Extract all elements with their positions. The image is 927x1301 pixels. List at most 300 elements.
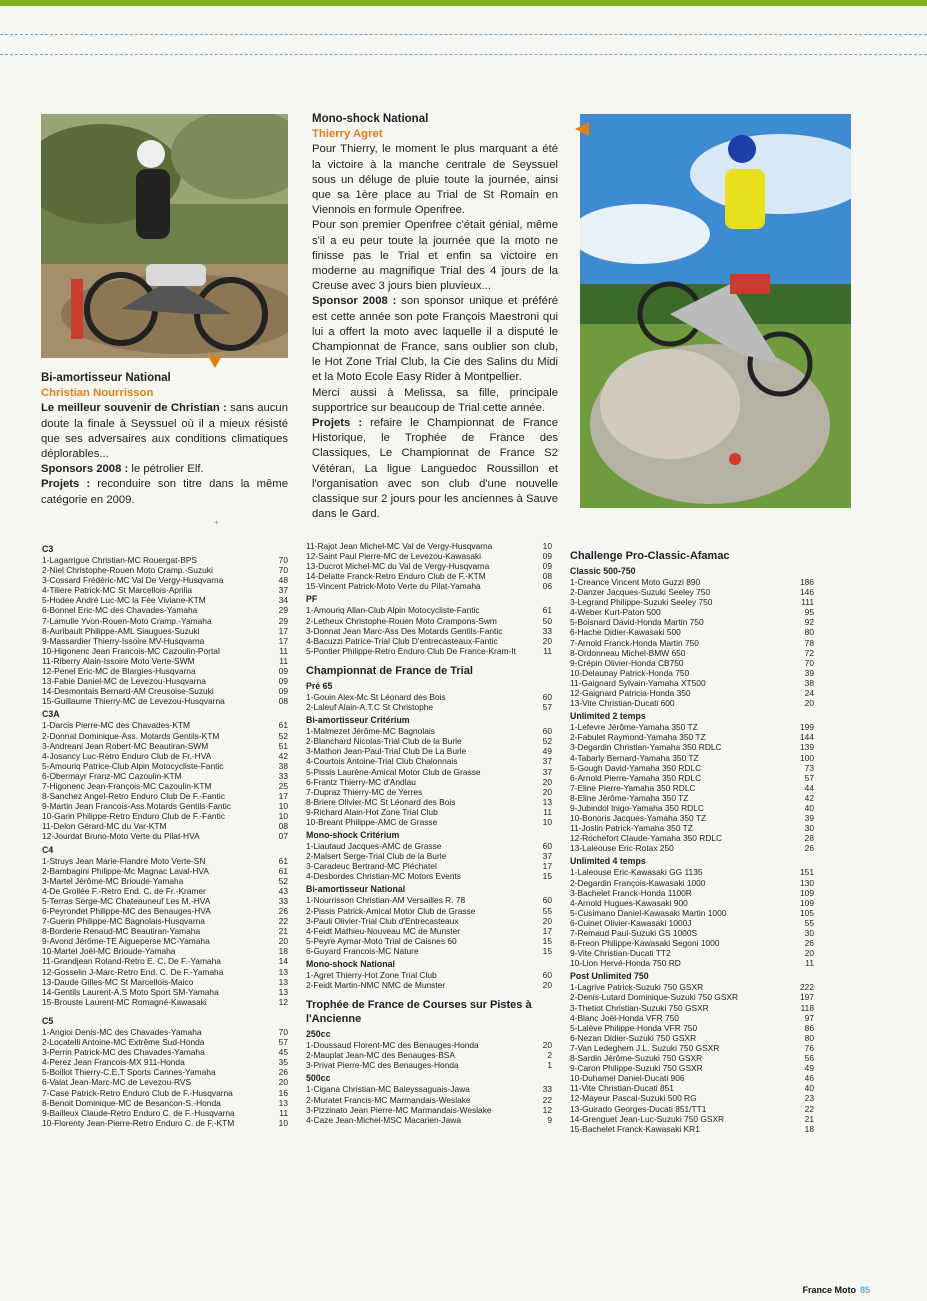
points-value: 97 — [804, 1012, 814, 1023]
championship-heading: Challenge Pro-Classic-Afamac — [570, 550, 730, 562]
result-row — [570, 617, 814, 627]
result-row — [306, 970, 552, 980]
rider-entry: 6-Valat Jean-Marc-MC de Levezou-RVS — [42, 1077, 192, 1088]
result-row — [42, 585, 288, 595]
points-value: 70 — [278, 555, 288, 565]
result-row — [306, 1050, 552, 1060]
rider-entry: 9-Crépin Olivier-Honda CB750 — [570, 657, 684, 668]
points-value: 95 — [804, 607, 814, 618]
result-row — [306, 936, 552, 946]
photo-christian-nourrisson — [41, 114, 288, 358]
result-row — [306, 817, 552, 827]
rider-entry: 1-Gouin Alex-Mc St Léonard des Bois — [306, 691, 446, 702]
result-row — [570, 908, 814, 918]
article-rider-name: Thierry Agret — [312, 128, 383, 141]
result-row — [306, 777, 552, 787]
photo-thierry-agret — [580, 114, 851, 508]
rider-entry: 1-Lagarrigue Christian-MC Rouergat-BPS — [42, 555, 198, 565]
result-row — [306, 726, 552, 736]
result-row — [42, 1027, 288, 1037]
result-row — [306, 541, 552, 551]
rider-entry: 9-Jubindol Inigo-Yamaha 350 RDLC — [570, 802, 704, 813]
article-rider-name: Christian Nourrisson — [41, 387, 154, 400]
rider-entry: 3-Pizzinato Jean Pierre-MC Marmandais-Weslake — [306, 1104, 492, 1115]
rider-entry: 6-Frantz Thierry-MC d'Andlau — [306, 776, 416, 787]
result-row — [306, 756, 552, 766]
points-value: 70 — [278, 1026, 288, 1037]
points-value: 55 — [804, 917, 814, 928]
points-value: 10 — [542, 816, 552, 827]
points-value: 17 — [278, 635, 288, 646]
rider-entry: 15-Guillaume Thierry-MC de Levezou-Husqvarna — [42, 696, 225, 707]
top-color-bar — [0, 0, 927, 6]
points-value: 45 — [278, 1047, 288, 1058]
points-value: 49 — [542, 746, 552, 757]
result-row — [42, 676, 288, 686]
points-value: 42 — [278, 750, 288, 761]
photo-pointer-1 — [208, 356, 222, 368]
result-row — [42, 555, 288, 565]
points-value: 37 — [542, 766, 552, 777]
result-row — [570, 1073, 814, 1083]
points-value: 52 — [278, 730, 288, 741]
result-row — [306, 841, 552, 851]
points-value: 40 — [804, 1083, 814, 1094]
rider-entry: 2-Fabulet Raymond-Yamaha 350 TZ — [570, 732, 706, 743]
points-value: 38 — [278, 760, 288, 771]
rider-entry: 8-Eline Jérôme-Yamaha 350 TZ — [570, 792, 689, 803]
rider-entry: 9-Vite Christian-Ducati TT2 — [570, 948, 671, 959]
result-row — [306, 895, 552, 905]
result-row — [42, 866, 288, 876]
category-heading: C3A — [42, 709, 60, 720]
crop-mark: + — [214, 518, 219, 527]
result-row — [42, 811, 288, 821]
paragraph-text: le pétrolier Elf. — [128, 463, 204, 476]
points-value: 20 — [542, 980, 552, 991]
result-row — [570, 763, 814, 773]
result-row — [42, 791, 288, 801]
result-row — [306, 906, 552, 916]
points-value: 144 — [800, 732, 814, 743]
results-column-2 — [306, 541, 552, 1125]
category-heading: C4 — [42, 844, 54, 855]
result-row — [570, 1104, 814, 1114]
result-row — [306, 926, 552, 936]
rider-entry: 12-Gosselin J-Marc-Retro End. C. De F.-Yamaha — [42, 966, 224, 977]
result-row — [570, 888, 814, 898]
result-row — [570, 1033, 814, 1043]
championship-heading: Championnat de France de Trial — [306, 664, 473, 677]
points-value: 37 — [278, 585, 288, 596]
rider-entry: 2-Letheux Christophe-Rouen Moto Crampons-Swm — [306, 615, 497, 626]
result-row — [570, 928, 814, 938]
result-row — [42, 616, 288, 626]
points-value: 61 — [278, 720, 288, 731]
result-row — [42, 605, 288, 615]
points-value: 26 — [804, 843, 814, 854]
points-value: 130 — [800, 877, 814, 888]
rider-entry: 14-Gentils Laurent-A.S Moto Sport SM-Yamaha — [42, 986, 219, 997]
rider-entry: 5-Amouriq Patrice-Club Alpin Motocycliste-Fantic — [42, 760, 224, 771]
category-heading: 250cc — [306, 1029, 331, 1040]
rider-entry: 7-Lamulle Yvon-Rouen-Moto Cramp.-Yamaha — [42, 615, 212, 626]
rider-entry: 7-Arnold Franck-Honda Martin 750 — [570, 637, 699, 648]
category-heading: Mono-shock Critérium — [306, 830, 400, 841]
rider-entry: 4-Josancy Luc-Retro Enduro Club de Fr.-HVA — [42, 750, 212, 761]
rider-entry: 3-Donnat Jean Marc-Ass Des Motards Gentils-Fantic — [306, 625, 503, 636]
result-row — [570, 1023, 814, 1033]
category-heading: Pré 65 — [306, 680, 333, 691]
result-row — [570, 958, 814, 968]
points-value: 37 — [542, 756, 552, 767]
result-row — [570, 898, 814, 908]
rider-entry: 3-Martel Jérôme-MC Brioude-Yamaha — [42, 875, 184, 886]
result-row — [570, 773, 814, 783]
points-value: 80 — [804, 1032, 814, 1043]
points-value: 13 — [278, 976, 288, 987]
result-row — [306, 626, 552, 636]
rider-entry: 12-Jourdat Bruno-Moto Verte du Pilat-HVA — [42, 831, 200, 842]
result-row — [42, 731, 288, 741]
rider-entry: 10-Breant Philippe-AMC de Grasse — [306, 816, 438, 827]
points-value: 15 — [542, 935, 552, 946]
points-value: 18 — [278, 946, 288, 957]
result-row — [42, 876, 288, 886]
rider-entry: 4-Arnold Hugues-Kawasaki 900 — [570, 897, 688, 908]
rider-entry: 12-Saint Paul Pierre-MC de Levezou-Kawasaki — [306, 551, 482, 562]
result-row — [306, 1095, 552, 1105]
points-value: 109 — [800, 897, 814, 908]
rider-entry: 7-Guerin Philippe-MC Bagnolais-Husqvarna — [42, 916, 205, 927]
article-paragraph — [41, 462, 288, 477]
paragraph-label: Sponsor 2008 : — [312, 295, 397, 308]
result-row — [306, 581, 552, 591]
points-value: 25 — [278, 780, 288, 791]
rider-entry: 4-Desbordes Christian-MC Motors Events — [306, 871, 461, 882]
result-row — [42, 987, 288, 997]
rider-entry: 8-Ordonneau Michel-BMW 650 — [570, 647, 686, 658]
points-value: 22 — [278, 916, 288, 927]
page-footer — [802, 1285, 870, 1295]
points-value: 199 — [800, 722, 814, 733]
result-row — [42, 666, 288, 676]
result-row — [42, 906, 288, 916]
rider-entry: 1-Nourrisson Christian-AM Versailles R. 78 — [306, 895, 466, 906]
rider-entry: 10-Garin Philippe-Retro Enduro Club de F.-Fantic — [42, 811, 225, 822]
points-value: 17 — [542, 861, 552, 872]
points-value: 09 — [278, 676, 288, 687]
rider-entry: 6-Obermayr Franz-MC Cazoulin-KTM — [42, 770, 182, 781]
rider-entry: 3-Andreani Jean Robert-MC Beautiran-SWM — [42, 740, 209, 751]
points-value: 33 — [542, 625, 552, 636]
points-value: 51 — [278, 740, 288, 751]
rider-entry: 1-Darcis Pierre-MC des Chavades-KTM — [42, 720, 190, 731]
points-value: 22 — [542, 1094, 552, 1105]
rider-entry: 3-Caradeuc Bertrand-MC Pléchatel — [306, 861, 437, 872]
rider-entry: 11-Joslin Patrick-Yamaha 350 TZ — [570, 823, 693, 834]
result-row — [570, 833, 814, 843]
points-value: 57 — [804, 772, 814, 783]
points-value: 20 — [542, 786, 552, 797]
points-value: 38 — [804, 677, 814, 688]
rider-entry: 7-Dupraz Thierry-MC de Yerres — [306, 786, 423, 797]
rider-entry: 4-Perez Jean Francois-MX 911-Honda — [42, 1057, 185, 1068]
rider-entry: 2-Pissis Patrick-Amical Motor Club de Grasse — [306, 905, 476, 916]
points-value: 44 — [804, 782, 814, 793]
rider-entry: 11-Grandjean Roland-Retro E. C. De F.-Yamaha — [42, 956, 221, 967]
result-row — [42, 720, 288, 730]
points-value: 26 — [804, 938, 814, 949]
rider-entry: 9-Avond Jérôme-TE Aigueperse MC-Yamaha — [42, 936, 210, 947]
result-row — [306, 807, 552, 817]
rider-entry: 4-Tiliere Patrick-MC St Marcellois-Aprilia — [42, 585, 192, 596]
points-value: 17 — [278, 625, 288, 636]
result-row — [570, 843, 814, 853]
result-row — [42, 926, 288, 936]
article-thierry-agret — [312, 112, 558, 522]
result-row — [306, 571, 552, 581]
rider-entry: 1-Creance Vincent Moto Guzzi 890 — [570, 577, 701, 587]
rider-entry: 14-Grenguet Jean-Luc-Suzuki 750 GSXR — [570, 1113, 725, 1124]
points-value: 9 — [547, 1114, 552, 1125]
rider-entry: 6-Arnold Pierre-Yamaha 350 RDLC — [570, 772, 702, 783]
result-row — [306, 916, 552, 926]
result-row — [570, 793, 814, 803]
dashed-divider-top — [0, 34, 927, 35]
points-value: 70 — [278, 565, 288, 576]
points-value: 72 — [804, 647, 814, 658]
category-heading: Unlimited 4 temps — [570, 856, 646, 867]
points-value: 15 — [542, 871, 552, 882]
rider-entry: 7-Case Patrick-Retro Enduro Club de F.-Husqvarna — [42, 1087, 233, 1098]
points-value: 11 — [805, 958, 814, 969]
result-row — [42, 761, 288, 771]
points-value: 48 — [278, 575, 288, 586]
rider-entry: 13-Fabie Daniel-MC de Levezou-Husqvarna — [42, 676, 206, 687]
points-value: 35 — [278, 1057, 288, 1068]
result-row — [42, 751, 288, 761]
result-row — [306, 605, 552, 615]
points-value: 20 — [542, 1040, 552, 1051]
article-category: Bi-amortisseur National — [41, 372, 171, 384]
points-value: 18 — [804, 1123, 814, 1134]
points-value: 34 — [278, 595, 288, 606]
rider-entry: 2-Donnat Dominique-Ass. Motards Gentils-KTM — [42, 730, 220, 741]
points-value: 20 — [804, 948, 814, 959]
rider-entry: 11-Vite Christian-Ducati 851 — [570, 1083, 674, 1094]
rider-entry: 13-Guirado Georges-Ducati 851/TT1 — [570, 1103, 707, 1114]
points-value: 92 — [804, 617, 814, 628]
result-row — [570, 1114, 814, 1124]
result-row — [42, 946, 288, 956]
result-row — [570, 668, 814, 678]
category-heading: Bi-amortisseur National — [306, 884, 406, 895]
result-row — [306, 861, 552, 871]
rider-entry: 5-Hodee André Luc-MC la Fée Viviane-KTM — [42, 595, 206, 606]
points-value: 109 — [800, 887, 814, 898]
points-value: 09 — [542, 551, 552, 562]
result-row — [42, 1098, 288, 1108]
rider-entry: 4-Bacuzzi Patrice-Trial Club D'entrecasteaux-Fantic — [306, 635, 498, 646]
points-value: 37 — [542, 851, 552, 862]
points-value: 20 — [542, 915, 552, 926]
points-value: 07 — [278, 831, 288, 842]
result-row — [42, 1108, 288, 1118]
result-row — [42, 831, 288, 841]
result-row — [570, 938, 814, 948]
result-row — [570, 732, 814, 742]
result-row — [42, 636, 288, 646]
rider-entry: 3-Mathon Jean-Paul-Trial Club De La Burle — [306, 746, 467, 757]
rider-entry: 15-Brouste Laurent-MC Romagné-Kawasaki — [42, 996, 207, 1007]
rider-entry: 6-Peyrondet Philippe-MC des Benauges-HVA — [42, 906, 211, 916]
rider-entry: 6-Bonnel Eric-MC des Chavades-Yamaha — [42, 605, 198, 616]
points-value: 26 — [278, 1067, 288, 1078]
rider-entry: 4-Feidt Mathieu-Nouveau MC de Munster — [306, 925, 461, 936]
rider-entry: 7-Van Ledeghem J.L. Suzuki 750 GSXR — [570, 1042, 720, 1053]
points-value: 13 — [278, 966, 288, 977]
rider-entry: 15-Vincent Patrick-Moto Verte du Pilat-Yamaha — [306, 581, 481, 592]
championship-heading: Trophée de France de Courses sur Pistes à l'Ancienne — [306, 999, 532, 1026]
result-row — [42, 896, 288, 906]
points-value: 29 — [278, 605, 288, 616]
rider-entry: 14-Delatte Franck-Retro Enduro Club de F.-KTM — [306, 571, 486, 582]
points-value: 42 — [804, 792, 814, 803]
rider-entry: 1-Malmezet Jérôme-MC Bagnolais — [306, 726, 435, 737]
rider-entry: 12-Mayeur Pascal-Suzuki 500 RG — [570, 1093, 697, 1104]
rider-entry: 11-Delon Gérard-MC du Var-KTM — [42, 821, 167, 832]
rider-entry: 13-Laleouse Eric-Rotax 250 — [570, 843, 674, 854]
article-paragraph — [312, 142, 558, 218]
rider-entry: 4-Tabarly Bernard-Yamaha 350 TZ — [570, 752, 699, 763]
rider-entry: 3-Pauli Olivier-Trial Club d'Entrecasteaux — [306, 915, 459, 926]
points-value: 06 — [542, 581, 552, 592]
rider-entry: 4-Caze Jean-Michel-MSC Macarien-Jawa — [306, 1114, 461, 1125]
rider-entry: 8-Borderie Renaud-MC Beautiran-Yamaha — [42, 926, 201, 937]
points-value: 09 — [278, 666, 288, 677]
result-row — [306, 646, 552, 656]
rider-entry: 10-Higonenc Jean Francois-MC Cazoulin-Portal — [42, 645, 220, 656]
result-row — [570, 1063, 814, 1073]
rider-entry: 11-Gaignard Sylvain-Yamaha XT500 — [570, 677, 706, 688]
points-value: 13 — [278, 986, 288, 997]
category-heading: Classic 500-750 — [570, 566, 636, 576]
result-row — [42, 1077, 288, 1087]
category-heading: Post Unlimited 750 — [570, 971, 649, 982]
points-value: 52 — [278, 875, 288, 886]
points-value: 23 — [804, 1093, 814, 1104]
points-value: 118 — [800, 1002, 814, 1013]
result-row — [570, 823, 814, 833]
result-row — [306, 616, 552, 626]
points-value: 30 — [804, 823, 814, 834]
rider-entry: 3-Degardin Christian-Yamaha 350 RDLC — [570, 742, 722, 753]
points-value: 12 — [278, 996, 288, 1007]
points-value: 49 — [804, 1063, 814, 1074]
result-row — [570, 742, 814, 752]
result-row — [42, 686, 288, 696]
points-value: 61 — [542, 605, 552, 616]
rider-entry: 10-Lion Hervé-Honda 750 RD — [570, 958, 681, 969]
rider-entry: 2-Degardin François-Kawasaki 1000 — [570, 877, 706, 888]
points-value: 50 — [542, 615, 552, 626]
points-value: 80 — [804, 627, 814, 638]
points-value: 08 — [278, 696, 288, 707]
result-row — [570, 1043, 814, 1053]
rider-entry: 6-Cuinet Olivier-Kawasaki 1000J — [570, 917, 692, 928]
result-row — [570, 658, 814, 668]
result-row — [570, 607, 814, 617]
points-value: 11 — [279, 655, 288, 666]
points-value: 186 — [800, 577, 814, 587]
rider-entry: 8-Freon Philippe-Kawasaki Segoni 1000 — [570, 938, 720, 949]
rider-entry: 13-Daude Gilles-MC St Marcellois-Maico — [42, 976, 194, 987]
rider-entry: 9-Bailleux Claude-Retro Enduro C. de F.-Husqvarna — [42, 1107, 235, 1118]
rider-entry: 7-Remaud Paul-Suzuki GS 1000S — [570, 928, 698, 938]
points-value: 60 — [542, 691, 552, 702]
rider-entry: 8-Sanchez Angel-Retro Enduro Club De F.-Fantic — [42, 791, 225, 802]
rider-entry: 5-Peyre Aymar-Moto Trial de Caisnes 60 — [306, 935, 457, 946]
result-row — [42, 646, 288, 656]
result-row — [570, 783, 814, 793]
rider-entry: 3-Perrin Patrick-MC des Chavades-Yamaha — [42, 1047, 205, 1058]
result-row — [570, 678, 814, 688]
category-heading: PF — [306, 594, 318, 605]
result-row — [570, 698, 814, 708]
rider-entry: 5-Lalève Philippe-Honda VFR 750 — [570, 1022, 698, 1033]
article-paragraph — [312, 386, 558, 416]
result-row — [42, 575, 288, 585]
rider-entry: 1-Agret Thierry-Hot Zone Trial Club — [306, 970, 437, 980]
result-row — [306, 1084, 552, 1094]
result-row — [42, 626, 288, 636]
rider-entry: 15-Bachelet Franck-Kawasaki KR1 — [570, 1123, 700, 1134]
paragraph-label: Le meilleur souvenir de Christian : — [41, 402, 227, 415]
result-row — [306, 746, 552, 756]
points-value: 24 — [804, 688, 814, 699]
result-row — [42, 916, 288, 926]
result-row — [42, 977, 288, 987]
result-row — [306, 1115, 552, 1125]
points-value: 60 — [542, 841, 552, 852]
points-value: 10 — [278, 811, 288, 822]
paragraph-text: Pour Thierry, le moment le plus marquant a été la victoire à la manche centrale de Seyssuel sous un déluge de pluie toute la journée, ainsi que sa 1ère place au Trial de St Romain en Viennois en formule Openfree. — [312, 143, 558, 217]
points-value: 2 — [547, 1050, 552, 1061]
points-value: 40 — [804, 802, 814, 813]
result-row — [570, 878, 814, 888]
result-row — [306, 851, 552, 861]
result-row — [570, 753, 814, 763]
points-value: 60 — [542, 895, 552, 906]
result-row — [570, 918, 814, 928]
rider-entry: 5-Terras Serge-MC Chateauneuf Les M.-HVA — [42, 895, 211, 906]
points-value: 22 — [804, 1103, 814, 1114]
points-value: 11 — [279, 645, 288, 656]
points-value: 11 — [279, 1107, 288, 1118]
result-row — [306, 1060, 552, 1070]
rider-entry: 3-Thetiot Christian-Suzuki 750 GSXR — [570, 1002, 709, 1013]
results-column-1 — [42, 541, 288, 1128]
result-row — [306, 636, 552, 646]
paragraph-text: Pour son premier Openfree c'était génial, même s'il a eu peur toute la journée que la moto ne finisse pas le Trial et enfin sa victoire en moderne au magnifique Trial des 4 jours de la Creuse avec 3 jours bien pluvieux... — [312, 219, 558, 293]
points-value: 222 — [800, 982, 814, 993]
result-row — [42, 781, 288, 791]
points-value: 33 — [278, 895, 288, 906]
result-row — [570, 688, 814, 698]
rider-entry: 12-Gaignard Patricia-Honda 350 — [570, 688, 691, 699]
result-row — [42, 967, 288, 977]
